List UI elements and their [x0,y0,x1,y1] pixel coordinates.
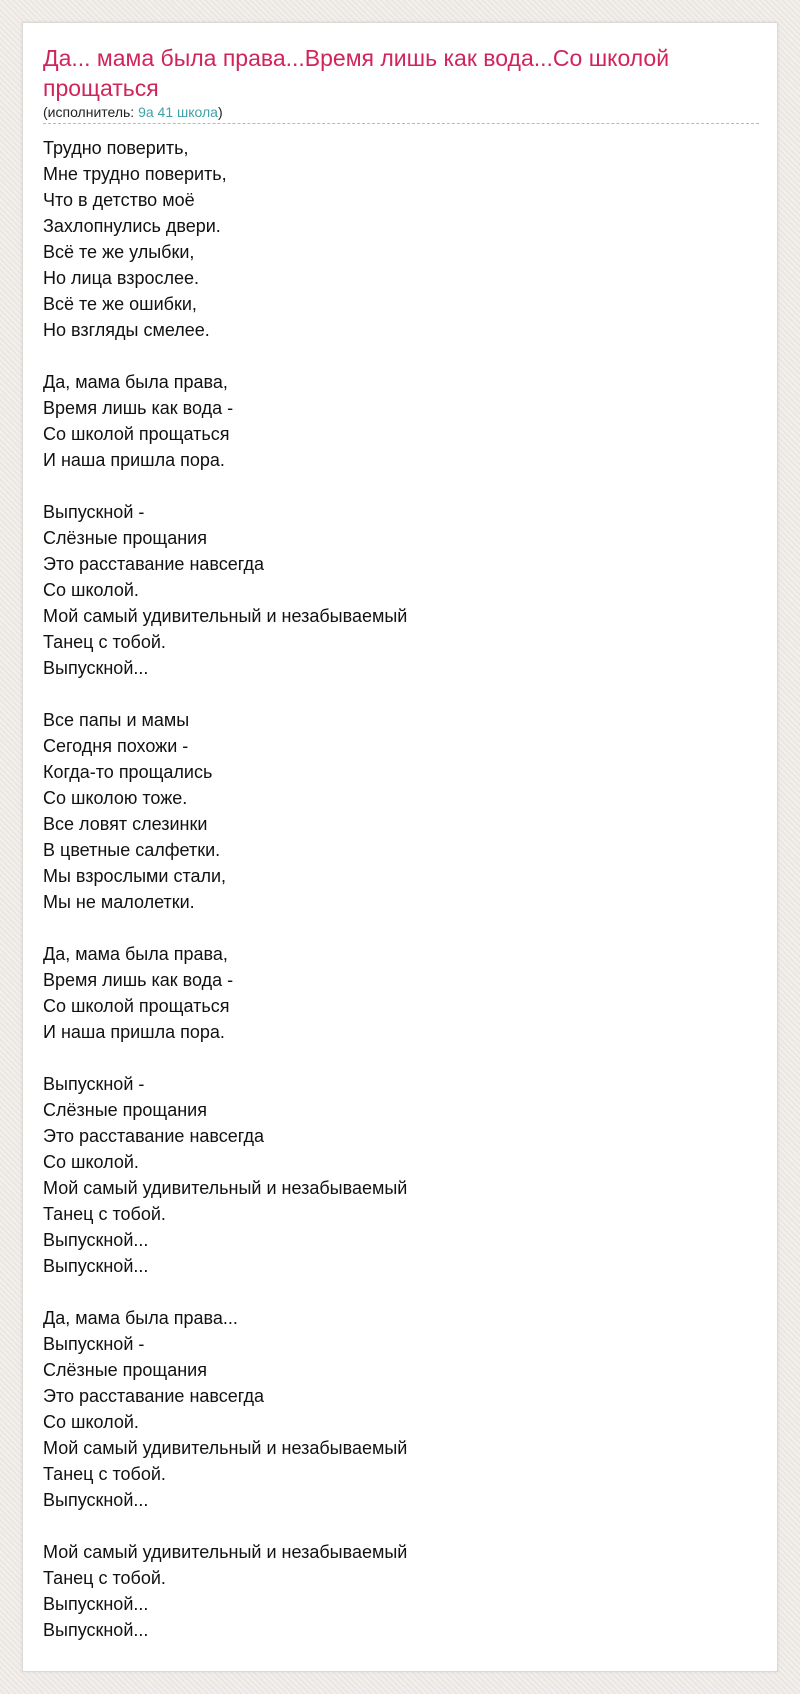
lyric-line: Выпускной... [43,1620,149,1640]
lyric-line: Мой самый удивительный и незабываемый [43,1542,408,1562]
lyric-line: Со школою тоже. [43,788,188,808]
lyric-line: Выпускной - [43,1334,145,1354]
lyric-line: Мы не малолетки. [43,892,195,912]
lyric-line: Это расставание навсегда [43,1126,265,1146]
lyric-line: Со школой. [43,1152,139,1172]
lyric-line: Сегодня похожи - [43,736,189,756]
lyric-line: Со школой. [43,1412,139,1432]
lyrics-stanza [43,1539,759,1643]
artist-prefix: (исполнитель: [43,104,139,120]
lyric-line: Все ловят слезинки [43,814,208,834]
lyric-line: Захлопнулись двери. [43,216,221,236]
lyrics-stanza [43,135,759,343]
lyric-line: Выпускной... [43,1594,149,1614]
lyrics-body [43,135,759,1643]
lyric-line: Выпускной - [43,1074,145,1094]
lyric-line: Мой самый удивительный и незабываемый [43,606,408,626]
lyric-line: Мой самый удивительный и незабываемый [43,1438,408,1458]
lyrics-stanza [43,499,759,681]
lyric-line: Слёзные прощания [43,1100,207,1120]
lyric-line: Танец с тобой. [43,632,166,652]
artist-suffix: ) [217,104,223,120]
lyrics-stanza [43,1071,759,1279]
lyric-line: Мне трудно поверить, [43,164,227,184]
lyrics-stanza [43,369,759,473]
lyric-line: Время лишь как вода - [43,970,234,990]
lyric-line: Но взгляды смелее. [43,320,210,340]
lyric-line: Выпускной... [43,658,149,678]
artist-line [43,103,759,121]
lyrics-stanza [43,941,759,1045]
lyric-line: Мой самый удивительный и незабываемый [43,1178,408,1198]
lyric-line: Танец с тобой. [43,1464,166,1484]
song-header [43,43,759,124]
lyrics-card [22,22,778,1672]
lyric-line: Со школой. [43,580,139,600]
lyric-line: Выпускной - [43,502,145,522]
lyric-line: Со школой прощаться [43,996,230,1016]
lyric-line: В цветные салфетки. [43,840,221,860]
lyric-line: Что в детство моё [43,190,195,210]
lyric-line: И наша пришла пора. [43,1022,225,1042]
lyric-line: Выпускной... [43,1256,149,1276]
lyric-line: Всё те же улыбки, [43,242,195,262]
lyric-line: Время лишь как вода - [43,398,234,418]
lyric-line: Да, мама была права... [43,1308,238,1328]
lyric-line: Выпускной... [43,1230,149,1250]
lyrics-stanza [43,1305,759,1513]
lyrics-stanza [43,707,759,915]
lyric-line: Мы взрослыми стали, [43,866,227,886]
lyric-line: Да, мама была права, [43,944,228,964]
lyric-line: Когда-то прощались [43,762,213,782]
lyric-line: Выпускной... [43,1490,149,1510]
lyric-line: Но лица взрослее. [43,268,200,288]
lyric-line: Это расставание навсегда [43,1386,265,1406]
lyric-line: Это расставание навсегда [43,554,265,574]
lyric-line: Слёзные прощания [43,1360,207,1380]
lyric-line: Все папы и мамы [43,710,190,730]
lyric-line: Слёзные прощания [43,528,207,548]
lyric-line: Танец с тобой. [43,1568,166,1588]
lyric-line: Всё те же ошибки, [43,294,197,314]
lyric-line: И наша пришла пора. [43,450,225,470]
lyric-line: Танец с тобой. [43,1204,166,1224]
artist-link[interactable]: 9а 41 школа [138,104,218,120]
lyric-line: Да, мама была права, [43,372,228,392]
lyric-line: Трудно поверить, [43,138,189,158]
lyric-line: Со школой прощаться [43,424,230,444]
song-title: Да... мама была права...Время лишь как вода...Со школой прощаться [43,45,670,101]
